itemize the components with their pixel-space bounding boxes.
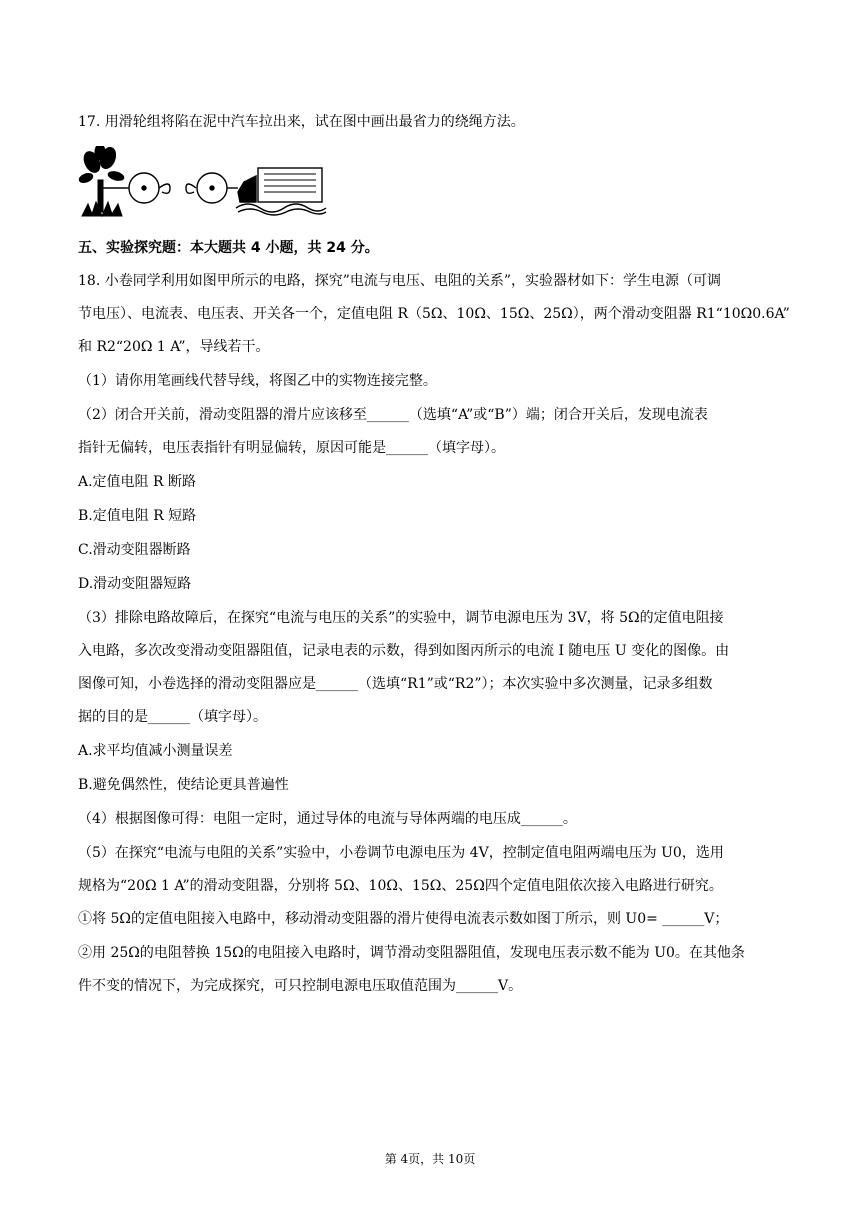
q18-intro-line2: 节电压）、电流表、电压表、开关各一个，定值电阻 R（5Ω、10Ω、15Ω、25Ω），两个滑动变阻器 R1“10Ω0.6A” — [78, 306, 790, 322]
tree-icon — [78, 146, 125, 216]
section-5-title: 五、实验探究题：本大题共 4 小题，共 24 分。 — [78, 240, 379, 256]
truck-icon — [236, 168, 326, 215]
q18-intro-line1: 18. 小卷同学利用如图甲所示的电路，探究”电流与电压、电阻的关系”，实验器材如下：学生电源（可调 — [78, 273, 722, 289]
q18-part5-line1: （5）在探究“电流与电阻的关系”实验中，小卷调节电源电压为 4V，控制定值电阻两端电压为 U0，选用 — [78, 845, 724, 861]
page-footer: 第 4页，共 10页 — [384, 1152, 476, 1166]
q18-part5-line3: ①将 5Ω的定值电阻接入电路中，移动滑动变阻器的滑片使得电流表示数如图丁所示，则 U0= ______V； — [78, 911, 729, 927]
q18-part3-line3: 图像可知，小卷选择的滑动变阻器应是______（选填“R1”或“R2”）；本次实验中多次测量，记录多组数 — [78, 676, 713, 692]
q18-intro-line3: 和 R2“20Ω 1 A”，导线若干。 — [78, 339, 270, 355]
q18-part5-line5: 件不变的情况下，为完成探究，可只控制电源电压取值范围为______V。 — [78, 978, 523, 994]
pulley-truck-figure — [78, 146, 328, 220]
q18-part2-option-b: B.定值电阻 R 短路 — [78, 508, 197, 524]
movable-pulley-icon — [186, 173, 238, 203]
q18-part2-line2: 指针无偏转，电压表指针有明显偏转，原因可能是______（填字母）。 — [78, 440, 505, 456]
q18-part2-line1: （2）闭合开关前，滑动变阻器的滑片应该移至______（选填“A”或“B”）端；闭合开关后，发现电流表 — [78, 407, 708, 423]
q18-part2-option-a: A.定值电阻 R 断路 — [78, 474, 197, 490]
q18-part3-option-a: A.求平均值减小测量误差 — [78, 743, 233, 759]
q18-part3-line1: （3）排除电路故障后，在探究“电流与电压的关系”的实验中，调节电源电压为 3V，将 5Ω的定值电阻接 — [78, 610, 724, 626]
q18-part1: （1）请你用笔画线代替导线，将图乙中的实物连接完整。 — [78, 373, 437, 389]
q18-part3-line2: 入电路，多次改变滑动变阻器阻值，记录电表的示数，得到如图丙所示的电流 I 随电压 U 变化的图像。由 — [78, 643, 730, 659]
q18-part2-option-d: D.滑动变阻器短路 — [78, 576, 192, 592]
question-17: 17. 用滑轮组将陷在泥中汽车拉出来，试在图中画出最省力的绕绳方法。 — [78, 114, 525, 130]
q18-part5-line4: ②用 25Ω的电阻替换 15Ω的电阻接入电路时，调节滑动变阻器阻值，发现电压表示数不能为 U0。在其他条 — [78, 945, 745, 961]
q18-part4: （4）根据图像可得：电阻一定时，通过导体的电流与导体两端的电压成______。 — [78, 811, 577, 827]
q18-part3-line4: 据的目的是______（填字母）。 — [78, 709, 267, 725]
q18-part3-option-b: B.避免偶然性，使结论更具普遍性 — [78, 777, 289, 793]
q18-part5-line2: 规格为“20Ω 1 A”的滑动变阻器，分别将 5Ω、10Ω、15Ω、25Ω四个定值电阻依次接入电路进行研究。 — [78, 878, 723, 894]
q18-part2-option-c: C.滑动变阻器断路 — [78, 542, 191, 558]
